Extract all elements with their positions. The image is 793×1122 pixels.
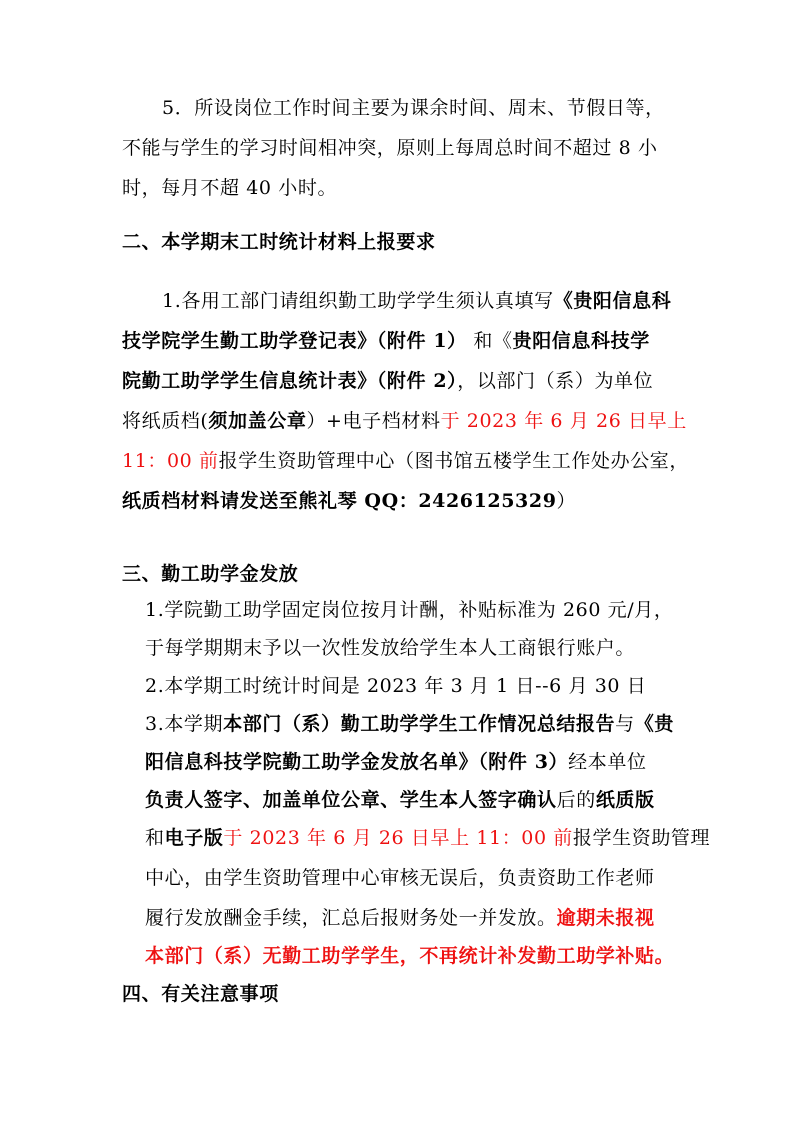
electronic-version: 电子版 [164,827,224,849]
section-3-item-1-line-1: 1.学院勤工助学固定岗位按月计酬，补贴标准为 260 元/月， [145,599,674,621]
section-2-item-1-line-4 [122,409,687,433]
overdue-warning: 逾期未报视 [556,907,655,929]
text-run: 后的 [556,789,596,811]
section-2-item-1-line-5 [122,449,689,473]
section-3-item-1-line-2: 于每学期期末予以一次性发放给学生本人工商银行账户。 [145,637,636,659]
text-run: 1.各用工部门请组织勤工助学学生须认真填写 [162,290,554,312]
seal-requirement: 须加盖公章 [208,410,307,432]
attachment-3-title-cont: 阳信息科技学院勤工助学金发放名单》（附件 3） [145,751,569,773]
signature-requirement: 负责人签字、加盖单位公章、学生本人签字确认 [145,789,557,811]
section-2-item-1-line-1 [162,289,671,313]
summary-report-title: 本部门（系）勤工助学学生工作情况总结报告 [223,713,616,735]
section-4-heading: 四、有关注意事项 [122,983,279,1005]
section-2-item-1-line-2 [122,329,650,353]
paragraph-5-line-3: 时，每月不超 40 小时。 [122,177,338,199]
text-run: ）+电子档材料 [306,410,441,432]
text-run: 与 [615,713,635,735]
text-run: 3.本学期 [145,713,224,735]
paragraph-5-line-1: 5．所设岗位工作时间主要为课余时间、周末、节假日等， [162,97,665,119]
section-3-item-3-line-2 [145,750,647,774]
section-2-item-1-line-6 [122,489,576,513]
attachment-2-title-cont: 院勤工助学学生信息统计表》（附件 2） [122,370,458,392]
section-3-item-3-line-1 [145,712,674,736]
text-run: ） [556,490,577,512]
attachment-1-title-cont: 技学院学生勤工助学登记表》（附件 1） [122,330,467,352]
text-run: 报学生资助管理中心（图书馆五楼学生工作处办公室， [218,450,689,472]
contact-qq: 纸质档材料请发送至熊礼琴 QQ：2426125329 [122,490,557,512]
section-2-item-1-line-3 [122,369,653,393]
paragraph-5-line-2: 不能与学生的学习时间相冲突，原则上每周总时间不超过 8 小 [122,137,658,159]
deadline-text: 于 2023 年 6 月 26 日早上 11：00 前 [223,827,573,849]
text-run: 经本单位 [568,751,647,773]
section-3-item-3-line-3 [145,788,655,812]
section-3-heading: 三、勤工助学金发放 [122,563,299,585]
section-2-heading: 二、本学期末工时统计材料上报要求 [122,231,436,253]
deadline-text-cont: 11：00 前 [122,450,219,472]
text-run: 履行发放酬金手续，汇总后报财务处一并发放。 [145,907,557,929]
section-3-item-3-line-4 [145,826,710,850]
text-run: 和 [145,827,165,849]
text-run: 和《 [466,330,513,352]
deadline-text: 于 2023 年 6 月 26 日早上 [440,410,687,432]
attachment-1-title: 《贵阳信息科 [553,290,672,312]
section-3-item-2: 2.本学期工时统计时间是 2023 年 3 月 1 日--6 月 30 日 [145,675,647,697]
attachment-3-title: 《贵 [634,713,674,735]
paper-version: 纸质版 [595,789,655,811]
section-3-item-3-line-6 [145,906,655,930]
text-run: 报学生资助管理 [572,827,711,849]
attachment-2-title: 贵阳信息科技学 [512,330,650,352]
overdue-warning-cont: 本部门（系）无勤工助学学生，不再统计补发勤工助学补贴。 [145,945,675,967]
text-run: ，以部门（系）为单位 [457,370,654,392]
section-3-item-3-line-5: 中心，由学生资助管理中心审核无误后，负责资助工作老师 [145,867,655,889]
text-run: 将纸质档( [122,410,209,432]
